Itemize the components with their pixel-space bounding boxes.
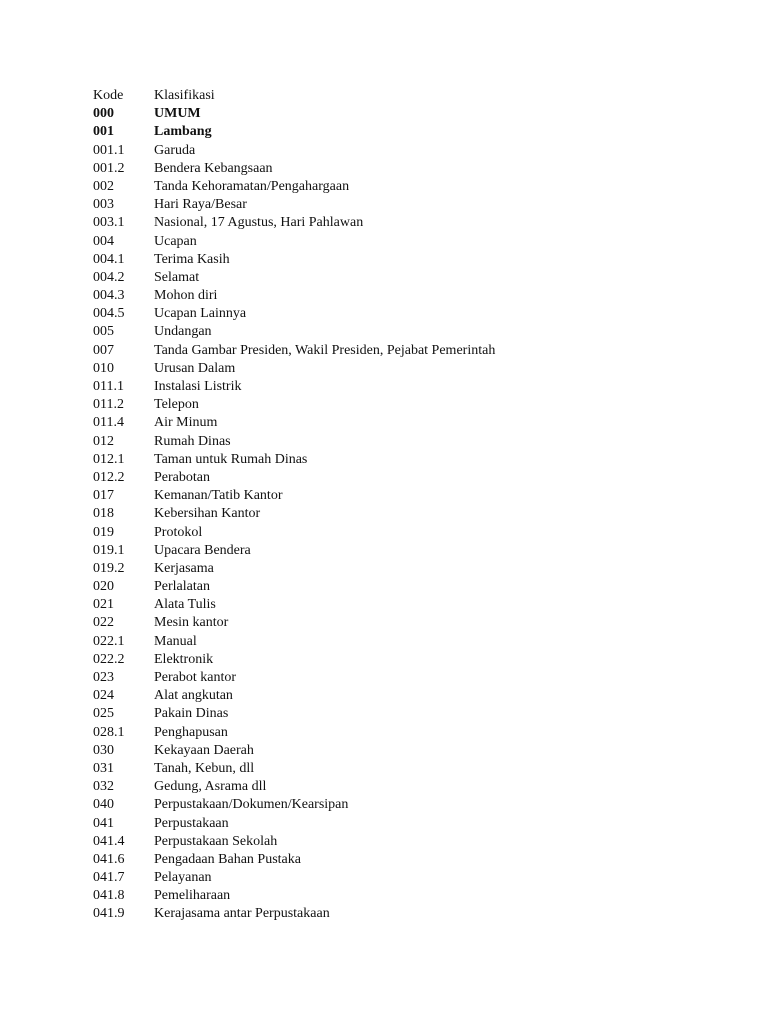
classification-row bbox=[93, 305, 495, 323]
classification-row bbox=[93, 742, 495, 760]
classification-label: Pengadaan Bahan Pustaka bbox=[154, 851, 301, 867]
classification-row bbox=[93, 651, 495, 669]
classification-code: 017 bbox=[93, 488, 114, 504]
classification-label: Perlalatan bbox=[154, 579, 210, 595]
classification-code: 012.1 bbox=[93, 451, 125, 467]
classification-code: 028.1 bbox=[93, 724, 125, 740]
classification-code: 041.9 bbox=[93, 906, 125, 922]
classification-code: 018 bbox=[93, 506, 114, 522]
classification-row bbox=[93, 233, 495, 251]
classification-label: Taman untuk Rumah Dinas bbox=[154, 451, 308, 467]
classification-code: 025 bbox=[93, 706, 114, 722]
classification-row bbox=[93, 214, 495, 232]
classification-label: Kekayaan Daerah bbox=[154, 742, 254, 758]
classification-code: 005 bbox=[93, 324, 114, 340]
classification-code: 011.1 bbox=[93, 379, 124, 394]
classification-code: 041.6 bbox=[93, 851, 125, 867]
classification-label: Perpustakaan bbox=[154, 815, 229, 831]
classification-code: 021 bbox=[93, 597, 114, 613]
classification-label: Ucapan bbox=[154, 233, 197, 249]
classification-code: 004.2 bbox=[93, 269, 125, 285]
classification-code: 012.2 bbox=[93, 469, 125, 485]
classification-row bbox=[93, 887, 495, 905]
classification-code: 031 bbox=[93, 760, 114, 776]
classification-row bbox=[93, 760, 495, 778]
classification-code: 041.4 bbox=[93, 833, 125, 849]
classification-label: Penghapusan bbox=[154, 724, 228, 740]
classification-row bbox=[93, 396, 495, 414]
classification-code: 022.1 bbox=[93, 633, 125, 649]
classification-code: 040 bbox=[93, 797, 114, 813]
classification-row bbox=[93, 251, 495, 269]
classification-code: 024 bbox=[93, 688, 114, 704]
classification-row bbox=[93, 724, 495, 742]
header-label: Klasifikasi bbox=[154, 88, 215, 103]
classification-code: 041.7 bbox=[93, 870, 125, 886]
classification-code: 001.1 bbox=[93, 142, 125, 158]
classification-label: Mesin kantor bbox=[154, 615, 229, 631]
classification-row bbox=[93, 578, 495, 596]
classification-label: Air Minum bbox=[154, 415, 218, 431]
classification-row bbox=[93, 705, 495, 723]
classification-label: Alat angkutan bbox=[154, 688, 233, 704]
classification-label: Kemanan/Tatib Kantor bbox=[154, 488, 283, 504]
classification-row bbox=[93, 633, 495, 651]
classification-row bbox=[93, 269, 495, 287]
classification-row bbox=[93, 360, 495, 378]
classification-label: Elektronik bbox=[154, 651, 214, 667]
classification-code: 041 bbox=[93, 815, 114, 831]
classification-label: Hari Raya/Besar bbox=[154, 197, 247, 213]
classification-label: Garuda bbox=[154, 142, 196, 158]
classification-label: Urusan Dalam bbox=[154, 360, 236, 376]
classification-label: Rumah Dinas bbox=[154, 433, 231, 449]
classification-code: 011.2 bbox=[93, 397, 124, 413]
classification-label: Perabot kantor bbox=[154, 670, 237, 685]
classification-code: 019.1 bbox=[93, 542, 125, 558]
classification-code: 022.2 bbox=[93, 651, 125, 667]
classification-row bbox=[93, 560, 495, 578]
classification-code: 004.1 bbox=[93, 251, 125, 267]
classification-label: Manual bbox=[154, 633, 197, 649]
classification-code: 004 bbox=[93, 233, 114, 249]
classification-label: Bendera Kebangsaan bbox=[154, 160, 273, 176]
classification-code: 011.4 bbox=[93, 415, 124, 431]
classification-label: Selamat bbox=[154, 269, 200, 285]
classification-rows bbox=[93, 105, 495, 923]
classification-code: 004.3 bbox=[93, 288, 125, 304]
classification-code: 041.8 bbox=[93, 888, 125, 904]
classification-label: Pemeliharaan bbox=[154, 888, 231, 904]
classification-code: 012 bbox=[93, 433, 114, 449]
classification-row bbox=[93, 123, 495, 141]
classification-code: 000 bbox=[93, 106, 114, 122]
classification-code: 002 bbox=[93, 178, 114, 194]
classification-row bbox=[93, 342, 495, 360]
classification-label: Kebersihan Kantor bbox=[154, 506, 261, 522]
classification-row bbox=[93, 414, 495, 432]
classification-code: 032 bbox=[93, 779, 114, 795]
classification-row bbox=[93, 142, 495, 160]
classification-label: Ucapan Lainnya bbox=[154, 306, 247, 322]
classification-code: 020 bbox=[93, 579, 114, 595]
classification-label: Protokol bbox=[154, 524, 203, 540]
classification-label: Undangan bbox=[154, 324, 212, 340]
classification-label: Tanda Gambar Presiden, Wakil Presiden, Pejabat Pemerintah bbox=[154, 342, 496, 358]
classification-list bbox=[93, 87, 495, 924]
classification-code: 019.2 bbox=[93, 560, 125, 576]
classification-row bbox=[93, 433, 495, 451]
classification-label: Mohon diri bbox=[154, 288, 218, 304]
classification-code: 001 bbox=[93, 124, 114, 140]
classification-label: UMUM bbox=[154, 106, 201, 122]
classification-row bbox=[93, 487, 495, 505]
classification-label: Telepon bbox=[154, 397, 199, 413]
classification-row bbox=[93, 287, 495, 305]
classification-label: Alata Tulis bbox=[154, 597, 216, 613]
classification-label: Instalasi Listrik bbox=[154, 379, 242, 394]
classification-label: Pelayanan bbox=[154, 870, 212, 886]
classification-row bbox=[93, 178, 495, 196]
classification-row bbox=[93, 687, 495, 705]
classification-code: 001.2 bbox=[93, 160, 125, 176]
classification-row bbox=[93, 851, 495, 869]
classification-row bbox=[93, 160, 495, 178]
classification-label: Perabotan bbox=[154, 469, 210, 485]
classification-code: 030 bbox=[93, 742, 114, 758]
classification-row bbox=[93, 905, 495, 923]
classification-row bbox=[93, 378, 495, 396]
classification-row bbox=[93, 542, 495, 560]
classification-label: Perpustakaan Sekolah bbox=[154, 833, 278, 849]
classification-row bbox=[93, 869, 495, 887]
classification-label: Kerajasama antar Perpustakaan bbox=[154, 906, 330, 922]
classification-row bbox=[93, 196, 495, 214]
classification-code: 003.1 bbox=[93, 215, 125, 231]
header-code: Kode bbox=[93, 88, 124, 103]
classification-row bbox=[93, 815, 495, 833]
classification-row bbox=[93, 505, 495, 523]
classification-code: 019 bbox=[93, 524, 114, 540]
classification-code: 003 bbox=[93, 197, 114, 213]
classification-label: Perpustakaan/Dokumen/Kearsipan bbox=[154, 797, 349, 813]
classification-code: 010 bbox=[93, 360, 114, 376]
classification-row bbox=[93, 596, 495, 614]
classification-row bbox=[93, 669, 495, 687]
classification-row bbox=[93, 833, 495, 851]
classification-row bbox=[93, 524, 495, 542]
classification-label: Tanda Kehoramatan/Pengahargaan bbox=[154, 178, 350, 194]
classification-row bbox=[93, 469, 495, 487]
classification-code: 007 bbox=[93, 342, 114, 358]
classification-row bbox=[93, 614, 495, 632]
classification-label: Terima Kasih bbox=[154, 251, 230, 267]
classification-label: Nasional, 17 Agustus, Hari Pahlawan bbox=[154, 215, 364, 231]
classification-label: Pakain Dinas bbox=[154, 706, 229, 722]
classification-row bbox=[93, 796, 495, 814]
classification-row bbox=[93, 105, 495, 123]
classification-code: 023 bbox=[93, 670, 114, 685]
classification-row bbox=[93, 778, 495, 796]
classification-label: Gedung, Asrama dll bbox=[154, 779, 267, 795]
classification-label: Kerjasama bbox=[154, 560, 214, 576]
classification-row bbox=[93, 451, 495, 469]
classification-label: Upacara Bendera bbox=[154, 542, 251, 558]
classification-code: 004.5 bbox=[93, 306, 125, 322]
classification-row bbox=[93, 323, 495, 341]
classification-label: Tanah, Kebun, dll bbox=[154, 760, 255, 776]
header-row bbox=[93, 87, 495, 105]
classification-code: 022 bbox=[93, 615, 114, 631]
classification-label: Lambang bbox=[154, 124, 212, 140]
